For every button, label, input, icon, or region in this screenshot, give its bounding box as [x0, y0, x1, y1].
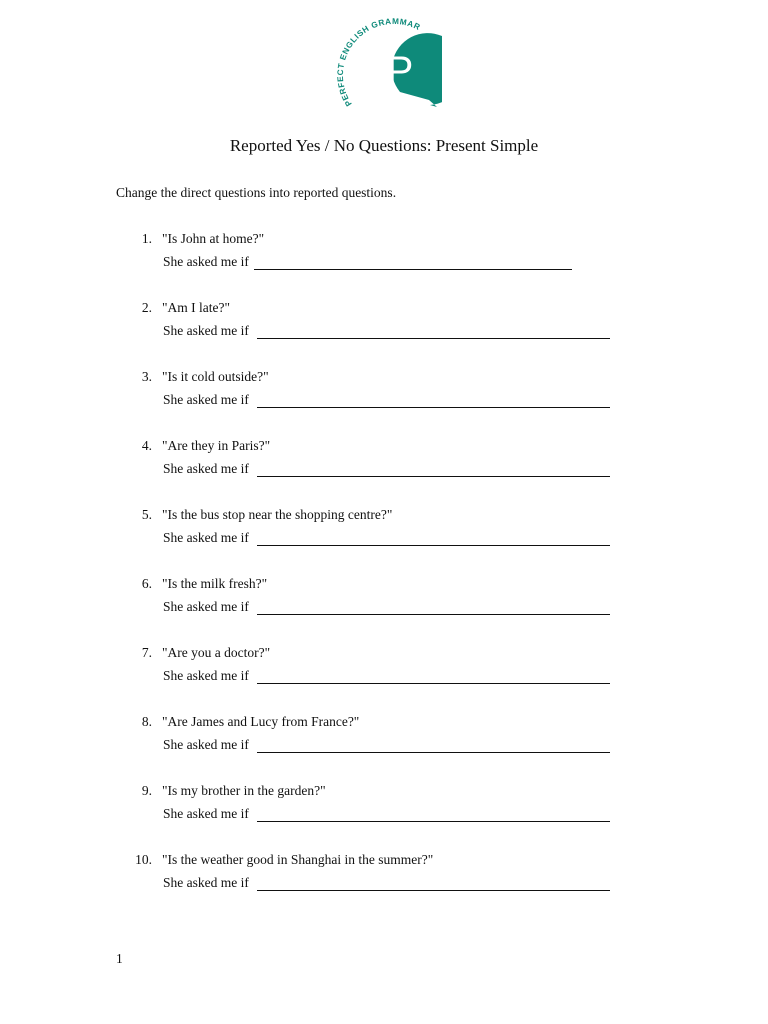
direct-question: "Are they in Paris?" — [162, 438, 271, 453]
exercise-item — [0, 576, 768, 622]
answer-prompt: She asked me if — [163, 254, 249, 269]
item-number: 8. — [141, 714, 152, 729]
answer-prompt: She asked me if — [163, 530, 249, 545]
answer-prompt: She asked me if — [163, 668, 249, 683]
answer-prompt: She asked me if — [163, 392, 249, 407]
exercise-item — [0, 507, 768, 553]
item-number: 9. — [141, 783, 152, 798]
item-number: 2. — [141, 300, 152, 315]
instruction-text: Change the direct questions into reported questions. — [116, 185, 397, 200]
item-number: 4. — [141, 438, 152, 453]
answer-prompt: She asked me if — [163, 737, 249, 752]
direct-question: "Are you a doctor?" — [162, 645, 271, 660]
direct-question: "Is the bus stop near the shopping centre?" — [162, 507, 393, 522]
answer-prompt: She asked me if — [163, 323, 249, 338]
answer-blank[interactable] — [257, 821, 610, 822]
page-number: 1 — [116, 951, 123, 966]
item-number: 10. — [135, 852, 152, 867]
direct-question: "Am I late?" — [162, 300, 230, 315]
answer-prompt: She asked me if — [163, 806, 249, 821]
answer-blank[interactable] — [257, 545, 610, 546]
perfect-english-grammar-logo — [326, 16, 442, 116]
item-number: 3. — [141, 369, 152, 384]
exercise-item — [0, 852, 768, 898]
answer-blank[interactable] — [257, 683, 610, 684]
worksheet-title: Reported Yes / No Questions: Present Simple — [229, 136, 539, 155]
answer-blank[interactable] — [257, 338, 610, 339]
answer-blank[interactable] — [257, 752, 610, 753]
item-number: 1. — [141, 231, 152, 246]
answer-blank[interactable] — [257, 407, 610, 408]
logo-arc-text: PERFECT ENGLISH GRAMMAR — [335, 16, 422, 108]
answer-prompt: She asked me if — [163, 875, 249, 890]
direct-question: "Is the milk fresh?" — [162, 576, 268, 591]
direct-question: "Is it cold outside?" — [162, 369, 269, 384]
item-number: 6. — [141, 576, 152, 591]
item-number: 7. — [141, 645, 152, 660]
exercise-item — [0, 438, 768, 484]
answer-blank[interactable] — [257, 614, 610, 615]
exercise-item — [0, 714, 768, 760]
direct-question: "Is John at home?" — [162, 231, 265, 246]
answer-blank[interactable] — [254, 269, 572, 270]
exercise-item — [0, 645, 768, 691]
direct-question: "Are James and Lucy from France?" — [162, 714, 360, 729]
answer-blank[interactable] — [257, 890, 610, 891]
item-number: 5. — [141, 507, 152, 522]
answer-prompt: She asked me if — [163, 461, 249, 476]
exercise-item — [0, 783, 768, 829]
exercise-item — [0, 369, 768, 415]
answer-blank[interactable] — [257, 476, 610, 477]
logo-letter: P — [386, 49, 414, 93]
direct-question: "Is the weather good in Shanghai in the summer?" — [162, 852, 434, 867]
direct-question: "Is my brother in the garden?" — [162, 783, 326, 798]
exercise-item — [0, 300, 768, 346]
exercise-item — [0, 231, 768, 277]
answer-prompt: She asked me if — [163, 599, 249, 614]
